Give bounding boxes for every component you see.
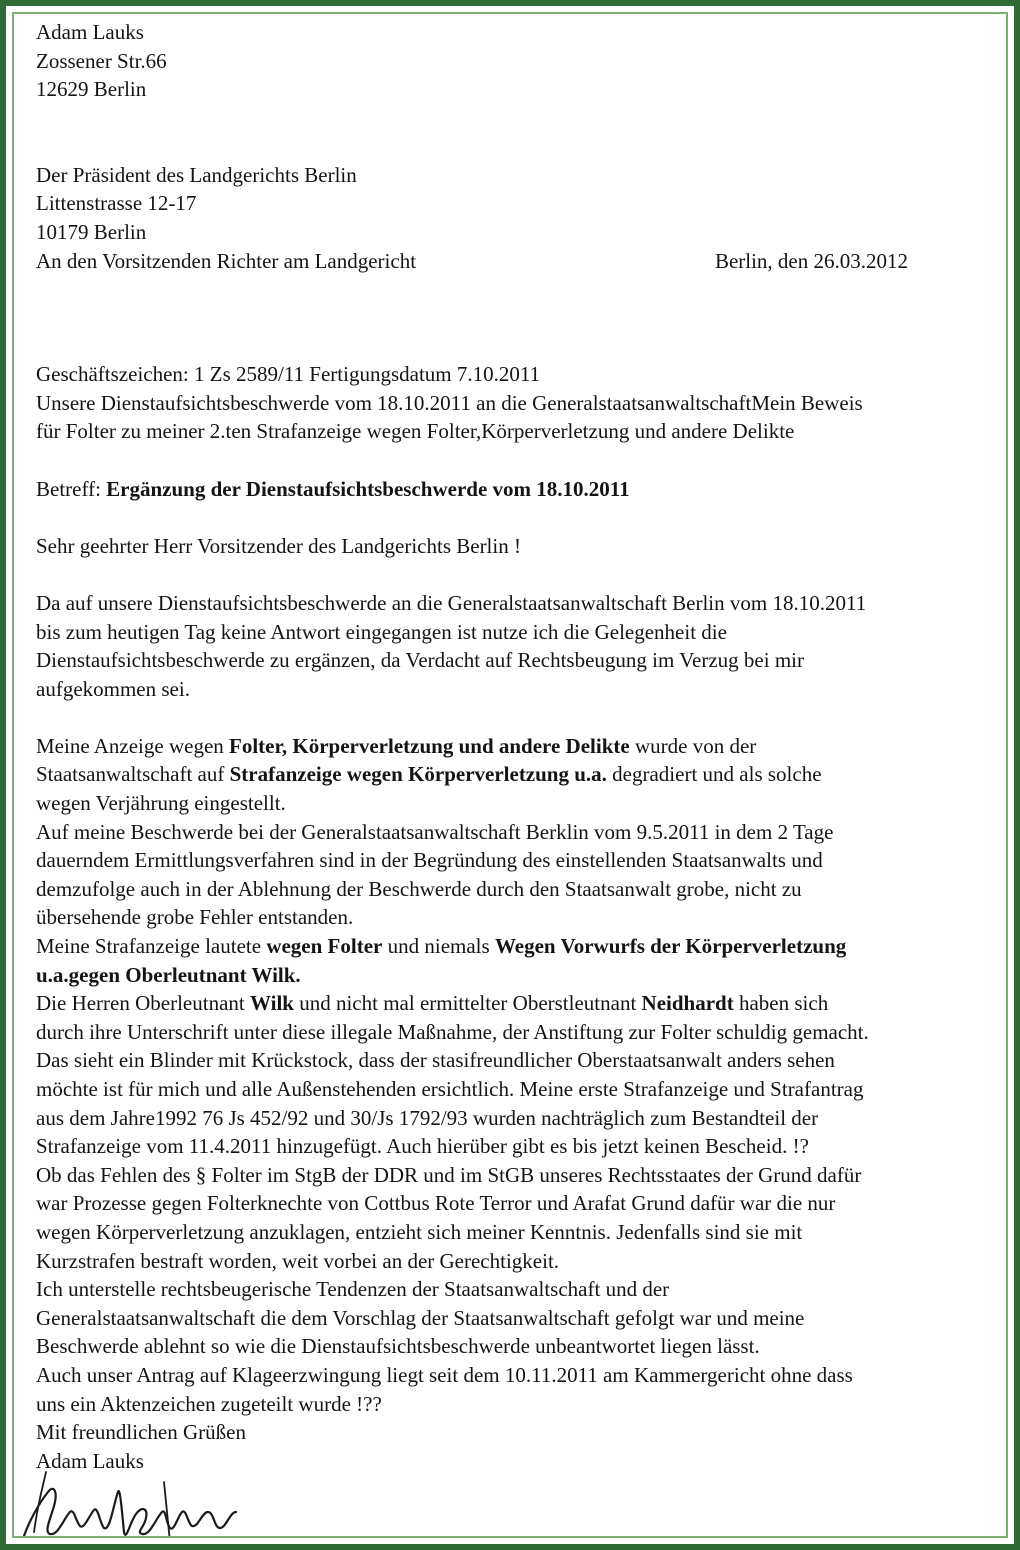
- paragraph-line: [36, 932, 1008, 961]
- paragraph-line: Generalstaatsanwaltschaft die dem Vorschlag der Staatsanwaltschaft gefolgt war und meine: [36, 1305, 805, 1330]
- bold-run: Wegen Vorwurfs der Körperverletzung: [494, 934, 847, 959]
- paragraph-line: [36, 732, 1008, 761]
- bold-run: wegen Folter: [266, 934, 383, 959]
- closing: Mit freundlichen Grüßen: [36, 1420, 246, 1445]
- letter-sheet: [12, 12, 1008, 1538]
- text-run: Meine Anzeige wegen: [36, 733, 230, 758]
- bold-run: u.a.gegen Oberleutnant Wilk.: [36, 962, 301, 987]
- reference-line-1: Geschäftszeichen: 1 Zs 2589/11 Fertigungsdatum 7.10.2011: [36, 362, 541, 387]
- subject-line: [36, 475, 1008, 504]
- paragraph-line: wegen Körperverletzung anzuklagen, entzieht sich meiner Kenntnis. Jedenfalls sind sie mit: [36, 1219, 803, 1244]
- paragraph-line: aufgekommen sei.: [36, 676, 190, 701]
- paragraph-line: möchte ist für mich und alle Außenstehenden ersichtlich. Meine erste Strafanzeige und Strafantrag: [36, 1077, 864, 1101]
- paragraph-line: dauerndem Ermittlungsverfahren sind in der Begründung des einstellenden Staatsanwalts und: [36, 848, 823, 873]
- bold-run: Wilk: [250, 991, 294, 1016]
- recipient-date-row: [36, 247, 908, 276]
- paragraph-line: Strafanzeige vom 11.4.2011 hinzugefügt. Auch hierüber gibt es bis jetzt keinen Bescheid. !?: [36, 1134, 809, 1159]
- paragraph-line: Auch unser Antrag auf Klageerzwingung liegt seit dem 10.11.2011 am Kammergericht ohne dass: [36, 1362, 853, 1387]
- paragraph-line: demzufolge auch in der Ablehnung der Beschwerde durch den Staatsanwalt grobe, nicht zu: [36, 876, 802, 901]
- subject-label: Betreff:: [36, 476, 107, 501]
- recipient-line-3: 10179 Berlin: [36, 219, 147, 244]
- text-run: Staatsanwaltschaft auf: [36, 762, 230, 787]
- paragraph-line: uns ein Aktenzeichen zugeteilt wurde !??: [36, 1391, 382, 1416]
- paragraph-2: [36, 732, 1008, 1418]
- bold-run: Strafanzeige wegen Körperverletzung u.a.: [229, 762, 607, 787]
- letter-date: Berlin, den 26.03.2012: [714, 248, 908, 273]
- sender-name: Adam Lauks: [36, 20, 144, 44]
- paragraph-line: [36, 961, 1008, 990]
- paragraph-line: [36, 760, 1008, 789]
- paragraph-line: [36, 989, 1008, 1018]
- paragraph-line: war Prozesse gegen Folterknechte von Cottbus Rote Terror und Arafat Grund dafür war die nur: [36, 1191, 836, 1216]
- paragraph-line: übersehende grobe Fehler entstanden.: [36, 905, 354, 930]
- paragraph-1: [36, 589, 1008, 703]
- signature-name: Adam Lauks: [36, 1448, 144, 1473]
- recipient-line-2: Littenstrasse 12-17: [36, 191, 197, 216]
- paragraph-line: Das sieht ein Blinder mit Krückstock, dass der stasifreundlicher Oberstaatsanwalt anders sehen: [36, 1048, 835, 1073]
- paragraph-line: Dienstaufsichtsbeschwerde zu ergänzen, da Verdacht auf Rechtsbeugung im Verzug bei mir: [36, 648, 804, 673]
- paragraph-line: bis zum heutigen Tag keine Antwort eingegangen ist nutze ich die Gelegenheit die: [36, 619, 727, 644]
- sender-street: Zossener Str.66: [36, 48, 167, 73]
- text-run: und niemals: [382, 934, 495, 959]
- paragraph-line: Beschwerde ablehnt so wie die Dienstaufsichtsbeschwerde unbeantwortet liegen lässt.: [36, 1334, 760, 1359]
- reference-block: [36, 360, 1008, 446]
- text-run: haben sich: [733, 991, 829, 1016]
- bold-run: Folter, Körperverletzung und andere Delikte: [229, 733, 630, 758]
- paragraph-line: Auf meine Beschwerde bei der Generalstaatsanwaltschaft Berklin vom 9.5.2011 in dem 2 Tage: [36, 819, 834, 844]
- paragraph-line: aus dem Jahre1992 76 Js 452/92 und 30/Js 1792/93 wurden nachträglich zum Bestandteil der: [36, 1105, 819, 1130]
- paragraph-line: Kurzstrafen bestraft worden, weit vorbei an der Gerechtigkeit.: [36, 1248, 560, 1273]
- sender-block: [36, 18, 1008, 104]
- text-run: Meine Strafanzeige lautete: [36, 934, 267, 959]
- paragraph-line: Ob das Fehlen des § Folter im StgB der DDR und im StGB unseres Rechtsstaates der Grund dafür: [36, 1162, 862, 1187]
- letter-body: [36, 18, 1008, 1475]
- paragraph-line: Ich unterstelle rechtsbeugerische Tendenzen der Staatsanwaltschaft und der: [36, 1277, 670, 1302]
- text-run: Die Herren Oberleutnant: [36, 991, 250, 1016]
- recipient-line-4: An den Vorsitzenden Richter am Landgericht: [36, 248, 417, 273]
- bold-run: Neidhardt: [641, 991, 734, 1016]
- subject-text: Ergänzung der Dienstaufsichtsbeschwerde vom 18.10.2011: [106, 476, 630, 501]
- text-run: degradiert und als solche: [606, 762, 822, 787]
- recipient-block: [36, 161, 1008, 275]
- reference-line-2: Unsere Dienstaufsichtsbeschwerde vom 18.10.2011 an die GeneralstaatsanwaltschaftMein Beweis: [36, 390, 863, 415]
- handwritten-signature: [14, 1462, 254, 1538]
- text-run: wurde von der: [629, 733, 757, 758]
- paragraph-line: durch ihre Unterschrift unter diese illegale Maßnahme, der Anstiftung zur Folter schuldig gemacht.: [36, 1019, 869, 1044]
- sender-city: 12629 Berlin: [36, 77, 147, 102]
- paragraph-line: wegen Verjährung eingestellt.: [36, 791, 286, 816]
- reference-line-3: für Folter zu meiner 2.ten Strafanzeige wegen Folter,Körperverletzung und andere Delikte: [36, 419, 795, 444]
- salutation: Sehr geehrter Herr Vorsitzender des Landgerichts Berlin !: [36, 533, 521, 558]
- paragraph-line: Da auf unsere Dienstaufsichtsbeschwerde an die Generalstaatsanwaltschaft Berlin vom 18.10.2011: [36, 590, 867, 615]
- text-run: und nicht mal ermittelter Oberstleutnant: [293, 991, 642, 1016]
- recipient-line-1: Der Präsident des Landgerichts Berlin: [36, 162, 357, 187]
